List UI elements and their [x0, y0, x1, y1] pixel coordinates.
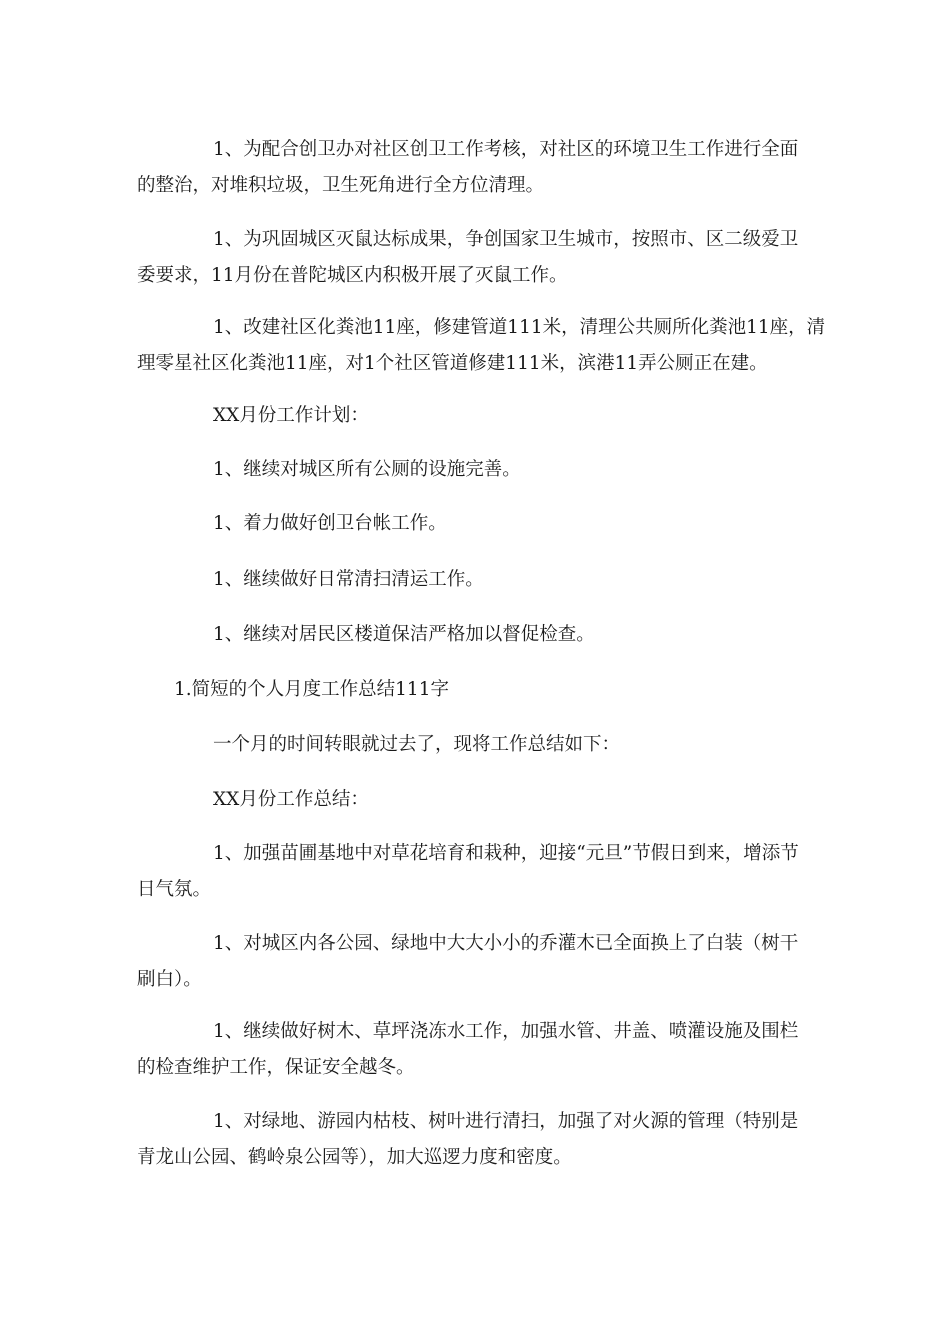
paragraph-tree-whitewash: 1、对城区内各公园、绿地中大大小小的乔灌木已全面换上了白装（树干刷白）。: [137, 933, 799, 990]
paragraph-summary-heading: XX月份工作总结：: [213, 789, 369, 810]
paragraph-nursery: 1、加强苗圃基地中对草花培育和栽种，迎接“元旦”节假日到来，增添节日气氛。: [137, 843, 799, 900]
paragraph-plan-heading: XX月份工作计划：: [213, 405, 369, 426]
paragraph-plan-item-2: 1、着力做好创卫台帐工作。: [213, 513, 447, 534]
paragraph-sanitation-inspection: 1、为配合创卫办对社区创卫工作考核，对社区的环境卫生工作进行全面的整治，对堆积垃圾，卫生死角进行全方位清理。: [137, 139, 799, 196]
paragraph-plan-item-1: 1、继续对城区所有公厕的设施完善。: [213, 459, 521, 480]
paragraph-rodent-control: 1、为巩固城区灭鼠达标成果，争创国家卫生城市，按照市、区二级爱卫委要求，11月份在普陀城区内积极开展了灭鼠工作。: [137, 229, 799, 286]
paragraph-plan-item-4: 1、继续对居民区楼道保洁严格加以督促检查。: [213, 624, 595, 645]
paragraph-septic-tanks: 1、改建社区化粪池11座，修建管道111米，清理公共厕所化粪池11座，清理零星社区化粪池11座，对1个社区管道修建111米，滨港11弄公厕正在建。: [137, 317, 826, 374]
paragraph-watering: 1、继续做好树木、草坪浇冻水工作，加强水管、井盖、喷灌设施及围栏的检查维护工作，保证安全越冬。: [137, 1021, 799, 1078]
section-heading: 1.简短的个人月度工作总结111字: [174, 679, 449, 700]
paragraph-plan-item-3: 1、继续做好日常清扫清运工作。: [213, 569, 484, 590]
paragraph-intro: 一个月的时间转眼就过去了，现将工作总结如下：: [213, 734, 621, 755]
paragraph-fire-safety: 1、对绿地、游园内枯枝、树叶进行清扫，加强了对火源的管理（特别是青龙山公园、鹤岭泉公园等），加大巡逻力度和密度。: [137, 1111, 799, 1168]
